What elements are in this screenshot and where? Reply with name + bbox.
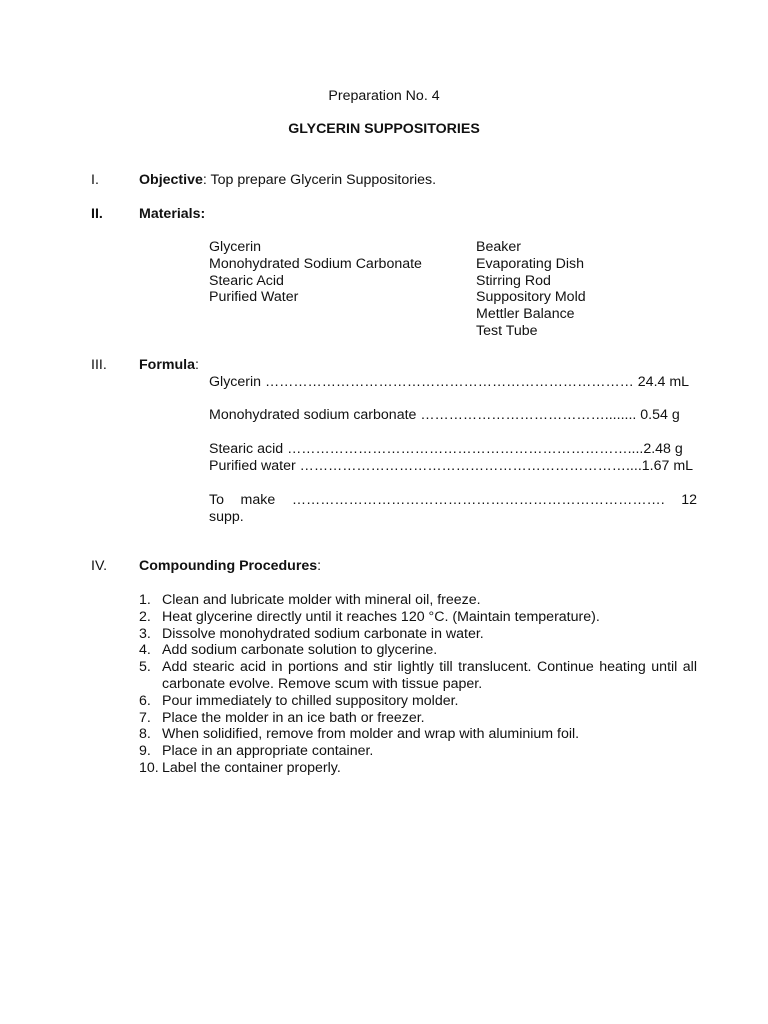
materials-ingredients-list — [209, 239, 422, 306]
objective-line — [139, 172, 436, 189]
procedure-step — [139, 626, 697, 643]
material-item: Purified Water — [209, 289, 299, 306]
procedure-step — [139, 710, 697, 727]
section-numeral-materials: II. — [91, 206, 103, 222]
document-title: GLYCERIN SUPPOSITORIES — [288, 121, 480, 137]
procedures-label: Compounding Procedures — [139, 558, 318, 574]
step-number: 10. — [139, 759, 159, 776]
procedures-heading — [139, 558, 321, 575]
preparation-number: Preparation No. 4 — [328, 88, 440, 104]
step-number: 2. — [139, 608, 151, 625]
procedures-colon: : — [317, 558, 322, 574]
step-text: Dissolve monohydrated sodium carbonate in water. — [162, 625, 484, 642]
procedure-step — [139, 592, 697, 609]
equipment-item: Stirring Rod — [476, 272, 551, 289]
material-item: Glycerin — [209, 239, 262, 255]
formula-row-stearic-acid: Stearic acid ………………………………………………………………....2.48 g — [209, 441, 683, 457]
formula-colon: : — [194, 357, 199, 373]
step-text: Add sodium carbonate solution to glycerine. — [162, 642, 438, 659]
objective-text: : Top prepare Glycerin Suppositories. — [202, 172, 437, 188]
procedure-step — [139, 693, 697, 710]
formula-row-to-make: To make ……………………………………………………………………. 12 supp. — [209, 492, 697, 525]
formula-row-sodium-carbonate: Monohydrated sodium carbonate …………………………………........ 0.54 g — [209, 407, 680, 423]
step-text: Clean and lubricate molder with mineral oil, freeze. — [162, 592, 481, 608]
step-number: 6. — [139, 692, 151, 709]
equipment-item: Test Tube — [476, 322, 538, 339]
material-item: Monohydrated Sodium Carbonate — [209, 255, 422, 272]
section-numeral-objective: I. — [91, 172, 99, 188]
step-text: Label the container properly. — [162, 759, 341, 776]
step-text: Add stearic acid in portions and stir lightly till translucent. Continue heating until all carbonate evolve. Remove scum with tissue paper. — [162, 659, 697, 692]
procedure-step — [139, 760, 697, 777]
procedure-steps-list — [139, 592, 697, 777]
step-number: 1. — [139, 592, 151, 608]
step-number: 4. — [139, 642, 151, 659]
step-number: 9. — [139, 743, 151, 760]
procedure-step — [139, 609, 697, 626]
objective-label: Objective — [139, 172, 203, 188]
equipment-item: Suppository Mold — [476, 289, 586, 306]
formula-row-purified-water: Purified water ……………………………………………………………....1.67 mL — [209, 458, 694, 474]
step-text: Place the molder in an ice bath or freezer. — [162, 709, 425, 726]
step-text: When solidified, remove from molder and wrap with aluminium foil. — [162, 726, 580, 743]
step-number: 5. — [139, 659, 151, 676]
step-number: 3. — [139, 625, 151, 642]
materials-label: Materials: — [139, 206, 206, 222]
formula-row-glycerin: Glycerin …………………………………………………………………… 24.4 mL — [209, 374, 690, 390]
equipment-item: Beaker — [476, 239, 521, 255]
step-text: Pour immediately to chilled suppository molder. — [162, 692, 459, 709]
material-item: Stearic Acid — [209, 272, 284, 289]
procedure-step — [139, 659, 697, 693]
step-number: 8. — [139, 726, 151, 743]
step-text: Place in an appropriate container. — [162, 743, 374, 760]
step-text: Heat glycerine directly until it reaches 120 °C. (Maintain temperature). — [162, 608, 600, 625]
procedure-step — [139, 726, 697, 743]
section-numeral-formula: III. — [91, 357, 107, 373]
section-numeral-procedures: IV. — [91, 558, 108, 574]
procedure-step — [139, 642, 697, 659]
step-number: 7. — [139, 709, 151, 726]
procedure-step — [139, 743, 697, 760]
equipment-item: Mettler Balance — [476, 306, 575, 323]
formula-label: Formula — [139, 357, 195, 373]
materials-equipment-list — [476, 239, 586, 340]
formula-heading — [139, 357, 199, 374]
equipment-item: Evaporating Dish — [476, 255, 585, 272]
